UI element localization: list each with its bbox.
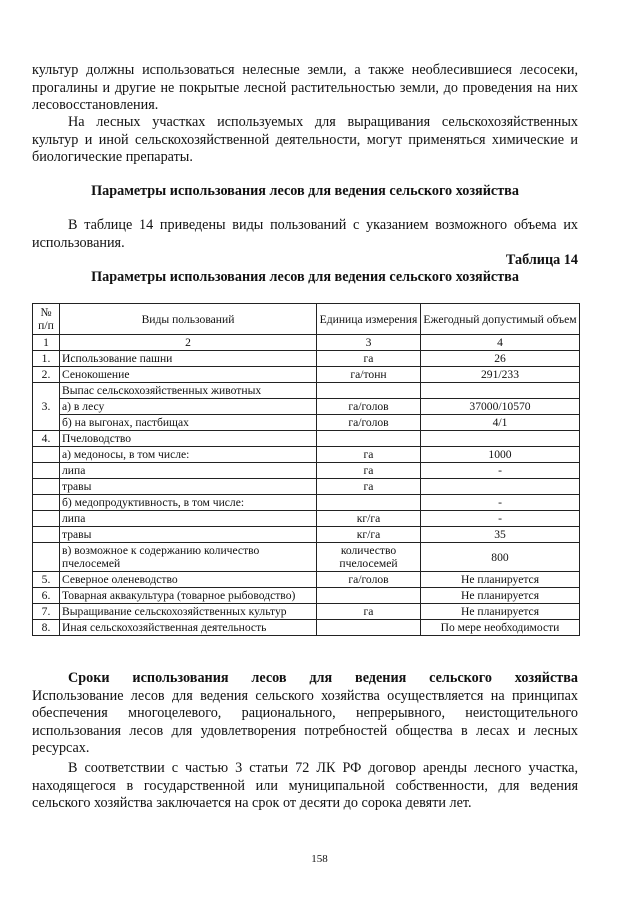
colnum-cell: 3 [317, 335, 421, 351]
row-kind: липа [60, 463, 317, 479]
table-header-row [33, 304, 580, 335]
row-num: 1. [33, 351, 60, 367]
header-num: № п/п [33, 304, 60, 335]
table-row [33, 351, 580, 367]
row-volume: - [421, 495, 580, 511]
row-volume [421, 479, 580, 495]
row-kind: Товарная аквакультура (товарное рыбоводство) [60, 588, 317, 604]
row-unit: кг/га [317, 527, 421, 543]
row-kind: Выращивание сельскохозяйственных культур [60, 604, 317, 620]
row-volume: 26 [421, 351, 580, 367]
section-heading: Параметры использования лесов для ведения сельского хозяйства [91, 183, 519, 199]
table-subrow [33, 527, 580, 543]
row-volume: Не планируется [421, 572, 580, 588]
row-volume: Не планируется [421, 604, 580, 620]
row-unit: га [317, 604, 421, 620]
terms-text: Использование лесов для ведения сельского хозяйства осуществляется на принципах обеспечения многоцелевого, рационального, непрерывного, неистощительного использования лесов для удовлетворения потребностей общества в лесах и лесных ресурсах. [32, 687, 578, 756]
parameters-table [32, 303, 580, 636]
row-num: 4. [33, 431, 60, 447]
row-volume: - [421, 463, 580, 479]
row-kind: Северное оленеводство [60, 572, 317, 588]
table-subrow [33, 479, 580, 495]
page-number: 158 [311, 853, 328, 865]
row-volume: По мере необходимости [421, 620, 580, 636]
row-num: 6. [33, 588, 60, 604]
table-subrow [33, 495, 580, 511]
colnum-cell: 4 [421, 335, 580, 351]
row-volume: 4/1 [421, 415, 580, 431]
row-unit: га [317, 463, 421, 479]
table-row [33, 620, 580, 636]
row-kind: травы [60, 527, 317, 543]
row-num: 5. [33, 572, 60, 588]
row-unit [317, 588, 421, 604]
paragraph-continuation: культур должны использоваться нелесные земли, а также необлесившиеся лесосеки, прогалины и другие не покрытые лесной растительностью земли, до проведения на них лесовосстановления. [32, 62, 578, 113]
row-num: 2. [33, 367, 60, 383]
row-unit [317, 431, 421, 447]
row-unit [317, 383, 421, 399]
row-num: 8. [33, 620, 60, 636]
row-kind: б) медопродуктивность, в том числе: [60, 495, 317, 511]
table-colnum-row [33, 335, 580, 351]
row-kind: в) возможное к содержанию количество пчелосемей [60, 543, 317, 572]
header-unit: Единица измерения [317, 304, 421, 335]
row-kind: Использование пашни [60, 351, 317, 367]
row-volume: - [421, 511, 580, 527]
row-volume [421, 383, 580, 399]
table-row [33, 604, 580, 620]
paragraph-table-intro: В таблице 14 приведены виды пользований с указанием возможного объема их использования. [32, 217, 578, 251]
row-unit: га [317, 351, 421, 367]
row-volume: 800 [421, 543, 580, 572]
row-kind: липа [60, 511, 317, 527]
table-row [33, 588, 580, 604]
row-unit: га [317, 447, 421, 463]
table-subrow [33, 543, 580, 572]
table-title: Параметры использования лесов для ведения сельского хозяйства [91, 269, 519, 285]
row-volume: Не планируется [421, 588, 580, 604]
colnum-cell: 2 [60, 335, 317, 351]
row-volume [421, 431, 580, 447]
header-volume: Ежегодный допустимый объем [421, 304, 580, 335]
row-unit: га/голов [317, 572, 421, 588]
row-unit: га/тонн [317, 367, 421, 383]
row-unit: количество пчелосемей [317, 543, 421, 572]
table-row [33, 431, 580, 447]
row-volume: 291/233 [421, 367, 580, 383]
table-row [33, 572, 580, 588]
table-subrow [33, 447, 580, 463]
row-num: 7. [33, 604, 60, 620]
row-kind: Сенокошение [60, 367, 317, 383]
row-unit: га/голов [317, 399, 421, 415]
row-unit [317, 620, 421, 636]
table-row [33, 367, 580, 383]
row-unit: га/голов [317, 415, 421, 431]
row-num: 3. [33, 383, 60, 431]
header-kind: Виды пользований [60, 304, 317, 335]
table-subrow [33, 399, 580, 415]
table-subrow [33, 415, 580, 431]
row-volume: 35 [421, 527, 580, 543]
table-label: Таблица 14 [505, 252, 578, 268]
row-unit: кг/га [317, 511, 421, 527]
table-subrow [33, 463, 580, 479]
row-kind: Пчеловодство [60, 431, 317, 447]
paragraph-terms [32, 670, 578, 758]
row-unit [317, 495, 421, 511]
row-volume: 37000/10570 [421, 399, 580, 415]
row-kind: Иная сельскохозяйственная деятельность [60, 620, 317, 636]
row-kind: травы [60, 479, 317, 495]
row-kind: а) в лесу [60, 399, 317, 415]
table-row [33, 383, 580, 399]
row-kind: а) медоносы, в том числе: [60, 447, 317, 463]
row-volume: 1000 [421, 447, 580, 463]
table-subrow [33, 511, 580, 527]
row-kind: Выпас сельскохозяйственных животных [60, 383, 317, 399]
row-unit: га [317, 479, 421, 495]
terms-heading: Сроки использования лесов для ведения сельского хозяйства [68, 670, 578, 686]
paragraph-chemicals: На лесных участках используемых для выращивания сельскохозяйственных культур и иной сельскохозяйственной деятельности, могут применяться химические и биологические препараты. [32, 114, 578, 165]
paragraph-lease-term: В соответствии с частью 3 статьи 72 ЛК РФ договор аренды лесного участка, находящегося в государственной или муниципальной собственности, для ведения сельского хозяйства заключается на срок от десяти до сорока девяти лет. [32, 760, 578, 811]
colnum-cell: 1 [33, 335, 60, 351]
row-kind: б) на выгонах, пастбищах [60, 415, 317, 431]
